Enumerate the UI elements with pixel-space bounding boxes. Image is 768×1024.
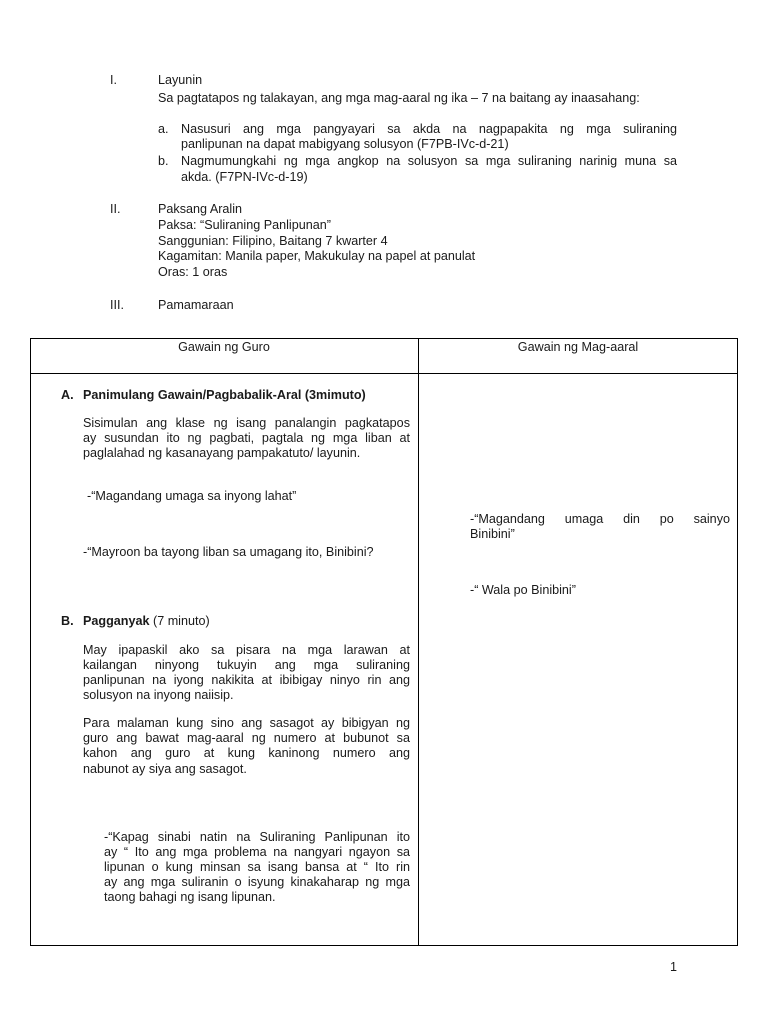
part-a-para-line1: Sisimulan ang klase ng isang panalangin pagkatapos [83, 416, 410, 430]
part-a-marker: A. [61, 388, 74, 402]
section-3-numeral: III. [110, 298, 124, 312]
student-greeting-line2: Binibini” [470, 527, 515, 541]
part-b-quote-line4: ay ang mga suliranin o isyung kinakaharap ng mga [104, 875, 410, 889]
table-bottom-border [30, 945, 738, 946]
student-greeting-line1: -“Magandang umaga din po sainyo [470, 512, 730, 526]
paksa-line: Paksa: “Suliraning Panlipunan” [158, 218, 331, 232]
objective-b-marker: b. [158, 154, 169, 168]
objective-b-line1: Nagmumungkahi ng mga angkop na solusyon sa mga suliraning narinig muna sa [181, 154, 677, 168]
objective-a-line2: panlipunan na dapat mabigyang solusyon (F7PB-IVc-d-21) [181, 137, 509, 151]
part-b-para2-line1: Para malaman kung sino ang sasagot ay bibigyan ng [83, 716, 410, 730]
page-number: 1 [670, 960, 678, 974]
part-b-quote-line5: taong bahagi ng isang lipunan. [104, 890, 276, 904]
teacher-attendance-question: -“Mayroon ba tayong liban sa umagang ito, Binibini? [83, 545, 374, 559]
table-middle-border [418, 338, 419, 946]
part-b-para1-line4: solusyon na inyong naiisip. [83, 688, 234, 702]
part-b-para2-line2: guro ang bawat mag-aaral ng numero at bubunot sa [83, 731, 410, 745]
part-a-para-line3: paglalahad ng kasanayang pampakatuto/ layunin. [83, 446, 361, 460]
part-b-title: Pagganyak [83, 614, 150, 628]
part-b-marker: B. [61, 614, 74, 628]
part-b-quote-line2: ay “ Ito ang mga problema na nangyari ngayon sa [104, 845, 410, 859]
table-right-border [737, 338, 738, 946]
header-guro: Gawain ng Guro [178, 340, 270, 354]
part-b-heading [83, 614, 210, 629]
objective-a-line1: Nasusuri ang mga pangyayari sa akda na nagpapakita ng mga suliraning [181, 122, 677, 136]
sanggunian-line: Sanggunian: Filipino, Baitang 7 kwarter 4 [158, 234, 388, 248]
part-b-para2-line3: kahon ang guro at kung kaninong numero ang [83, 746, 410, 760]
part-b-para1-line2: kailangan ninyong tukuyin ang mga suliraning [83, 658, 410, 672]
objective-b-line2: akda. (F7PN-IVc-d-19) [181, 170, 308, 184]
section-2-title: Paksang Aralin [158, 202, 243, 216]
section-1-numeral: I. [110, 73, 117, 87]
teacher-greeting: -“Magandang umaga sa inyong lahat” [87, 489, 297, 503]
kagamitan-line: Kagamitan: Manila paper, Makukulay na papel at panulat [158, 249, 476, 263]
part-b-para1-line3: panlipunan na iyong nakikita at ibibigay ninyo rin ang [83, 673, 410, 687]
table-top-border [30, 338, 738, 339]
part-b-para2-line4: nabunot ay siya ang sasagot. [83, 762, 247, 776]
student-attendance-answer: -“ Wala po Binibini” [470, 583, 576, 597]
table-left-border [30, 338, 31, 946]
part-b-duration: (7 minuto) [149, 614, 210, 628]
part-b-quote-line3: lipunan o kung minsan sa isang bansa at “ Ito rin [104, 860, 410, 874]
objective-a-marker: a. [158, 122, 169, 136]
section-1-title: Layunin [158, 73, 203, 87]
part-b-para1-line1: May ipapaskil ako sa pisara na mga larawan at [83, 643, 410, 657]
section-1-intro: Sa pagtatapos ng talakayan, ang mga mag-aaral ng ika – 7 na baitang ay inaasahang: [158, 91, 640, 105]
table-header-border [30, 373, 738, 374]
part-a-para-line2: ay susundan ito ng pagbati, pagtala ng mga liban at [83, 431, 410, 445]
section-3-title: Pamamaraan [158, 298, 234, 312]
part-b-quote-line1: -“Kapag sinabi natin na Suliraning Panlipunan ito [104, 830, 410, 844]
oras-line: Oras: 1 oras [158, 265, 228, 279]
part-a-title: Panimulang Gawain/Pagbabalik-Aral (3mimuto) [83, 388, 366, 402]
section-2-numeral: II. [110, 202, 121, 216]
header-mag-aaral: Gawain ng Mag-aaral [517, 340, 639, 354]
